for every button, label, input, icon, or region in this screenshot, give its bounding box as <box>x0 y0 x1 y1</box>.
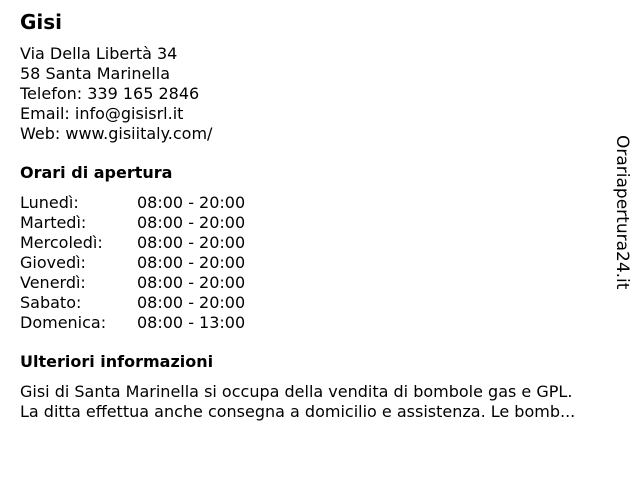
hours-row <box>20 213 620 233</box>
hours-day: Venerdì: <box>20 273 86 292</box>
contact-block <box>20 44 620 144</box>
hours-row <box>20 193 620 213</box>
phone-number: Telefon: 339 165 2846 <box>20 84 200 103</box>
hours-time: 08:00 - 20:00 <box>137 273 246 292</box>
opening-hours-table <box>20 193 620 333</box>
hours-day: Sabato: <box>20 293 82 312</box>
hours-row <box>20 313 620 333</box>
hours-time: 08:00 - 20:00 <box>137 193 246 212</box>
hours-time: 08:00 - 13:00 <box>137 313 246 332</box>
site-brand-vertical: Orariapertura24.it <box>612 135 632 290</box>
hours-time: 08:00 - 20:00 <box>137 213 246 232</box>
info-line: Gisi di Santa Marinella si occupa della vendita di bombole gas e GPL. <box>20 382 573 401</box>
hours-day: Domenica: <box>20 313 107 332</box>
hours-row <box>20 253 620 273</box>
hours-row <box>20 233 620 253</box>
additional-info-heading: Ulteriori informazioni <box>20 352 214 371</box>
hours-row <box>20 273 620 293</box>
hours-time: 08:00 - 20:00 <box>137 233 246 252</box>
website-address: Web: www.gisiitaly.com/ <box>20 124 213 143</box>
email-address: Email: info@gisisrl.it <box>20 104 184 123</box>
hours-row <box>20 293 620 313</box>
hours-day: Martedì: <box>20 213 87 232</box>
hours-time: 08:00 - 20:00 <box>137 293 246 312</box>
hours-day: Lunedì: <box>20 193 79 212</box>
additional-info-text <box>20 382 620 422</box>
opening-hours-heading: Orari di apertura <box>20 163 173 182</box>
hours-day: Giovedì: <box>20 253 86 272</box>
hours-time: 08:00 - 20:00 <box>137 253 246 272</box>
business-card <box>20 10 620 422</box>
info-line: La ditta effettua anche consegna a domicilio e assistenza. Le bomb... <box>20 402 576 421</box>
hours-day: Mercoledì: <box>20 233 103 252</box>
business-name: Gisi <box>20 10 63 34</box>
address-street: Via Della Libertà 34 <box>20 44 178 63</box>
address-city: 58 Santa Marinella <box>20 64 171 83</box>
